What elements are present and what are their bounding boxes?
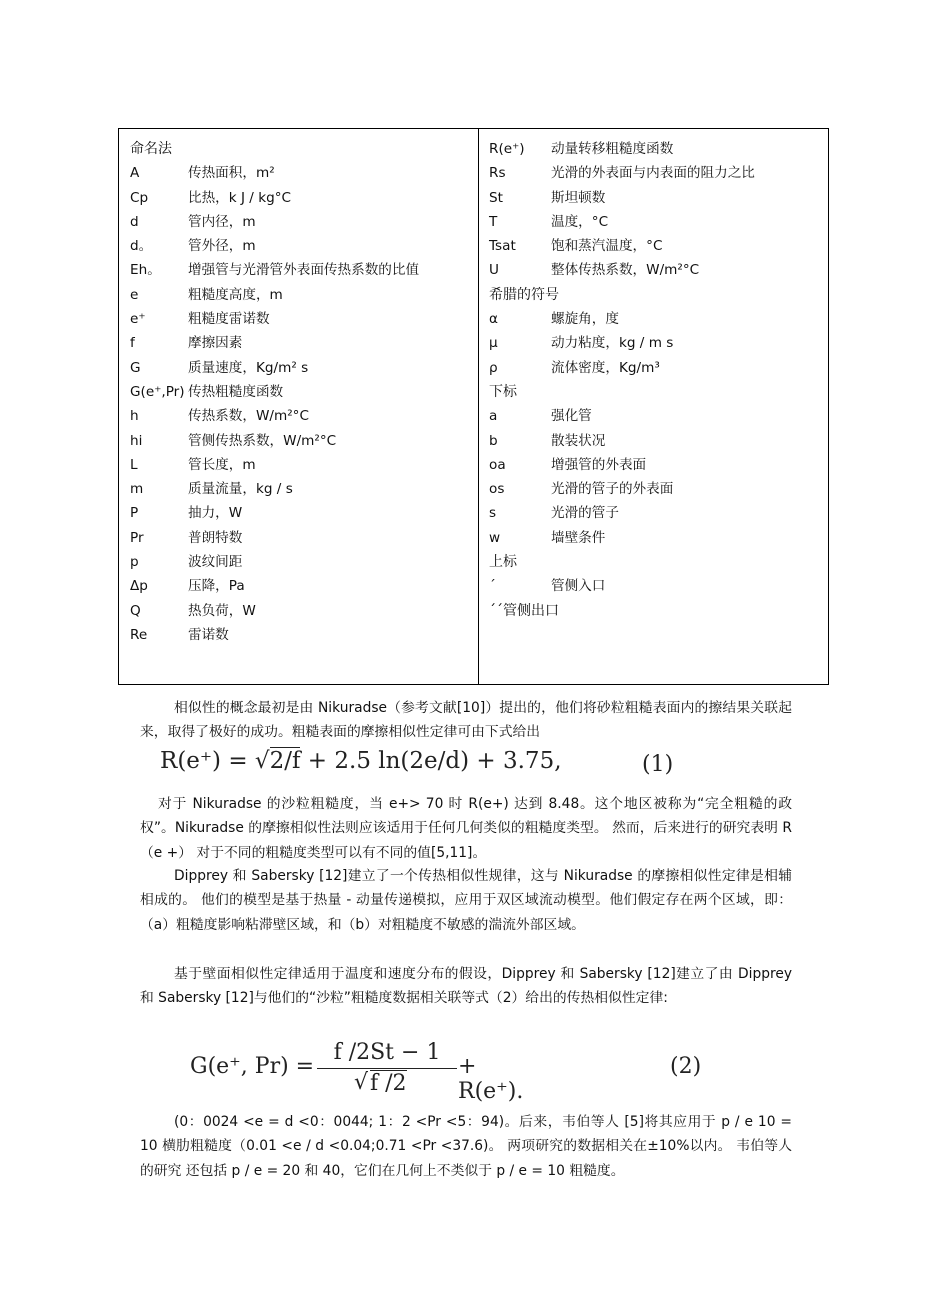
nomenclature-symbol: St [489,189,503,206]
nomenclature-row [489,186,829,210]
nomenclature-symbol: p [130,554,139,571]
nomenclature-row [489,137,829,161]
nomenclature-description: 摩擦因素 [188,335,243,352]
nomenclature-description: 管长度，m [188,456,256,473]
nomenclature-row [489,453,829,477]
nomenclature-symbol: T [489,213,498,230]
nomenclature-row [489,307,829,331]
nomenclature-symbol: a [489,408,498,425]
equation-2-number: (2) [670,1054,702,1079]
nomenclature-description: 增强管的外表面 [551,456,647,473]
nomenclature-symbol: A [130,165,140,182]
nomenclature-row [130,380,475,404]
eq1-rhs: + 2.5 ln(2e/d) + 3.75, [300,748,562,774]
nomenclature-row [130,331,475,355]
eq2-rhs: + R(e⁺). [458,1054,524,1104]
nomenclature-symbol: U [489,262,499,279]
nomenclature-symbol: hi [130,432,143,449]
sqrt-symbol: √ [254,748,270,774]
table-divider [478,129,479,684]
nomenclature-symbol: 希腊的符号 [489,286,559,303]
nomenclature-symbol: 命名法 [130,141,172,157]
nomenclature-description: 雷诺数 [188,626,229,643]
nomenclature-description: 波纹间距 [188,554,243,571]
nomenclature-description: 温度，°C [551,213,609,230]
nomenclature-symbol: e⁺ [130,311,146,328]
nomenclature-row [130,307,475,331]
nomenclature-right-column [489,137,829,623]
nomenclature-row [489,429,829,453]
nomenclature-symbol: s [489,505,497,522]
nomenclature-row [489,380,829,404]
nomenclature-description: 抽力，W [188,505,243,522]
nomenclature-description: 墙壁条件 [551,529,606,546]
nomenclature-description: 增强管与光滑管外表面传热系数的比值 [188,262,420,279]
nomenclature-symbol: ρ [489,359,498,376]
nomenclature-row [130,574,475,598]
nomenclature-description: 质量速度，Kg/m² s [188,359,309,376]
nomenclature-symbol: α [489,311,498,328]
nomenclature-symbol: d [130,213,139,230]
nomenclature-row [130,550,475,574]
nomenclature-row [489,210,829,234]
nomenclature-description: 普朗特数 [188,529,243,546]
eq2-numerator: f /2St − 1 [333,1040,441,1065]
nomenclature-row [130,283,475,307]
nomenclature-description: 强化管 [551,408,592,425]
nomenclature-symbol: Tsat [489,238,516,255]
nomenclature-row [489,404,829,428]
nomenclature-symbol: L [130,456,138,473]
eq2-lhs: G(e⁺, Pr) = [190,1054,315,1079]
nomenclature-description: 管侧入口 [551,578,606,595]
nomenclature-symbol: d。 [130,238,153,255]
nomenclature-description: 管内径，m [188,213,256,230]
nomenclature-table [118,128,829,685]
nomenclature-row [130,477,475,501]
nomenclature-row [489,574,829,598]
nomenclature-row [489,331,829,355]
nomenclature-symbol: ´´管侧出口 [489,602,559,619]
nomenclature-symbol: P [130,505,139,522]
nomenclature-row [130,258,475,282]
paragraph-5: (0：0024 <e = d <0：0044; 1：2 <Pr <5：94)。后来，韦伯等人 [5]将其应用于 p / e 10 = 10 横肋粗糙度（0.01 <e / d <0.04;0.71 <Pr <37.6)。 两项研究的数据相关在±10%以内。 韦伯等人的研究 还包括 p / e = 20 和 40，它们在几何上不类似于 p / e = 10 粗糙度。 [140,1114,792,1179]
nomenclature-row [489,161,829,185]
nomenclature-symbol: 下标 [489,383,517,400]
nomenclature-symbol: ´ [489,578,496,595]
nomenclature-symbol: Eh。 [130,262,161,279]
nomenclature-row [130,453,475,477]
nomenclature-row [489,283,829,307]
nomenclature-symbol: G [130,359,141,376]
nomenclature-row [489,501,829,525]
nomenclature-symbol: e [130,286,139,303]
nomenclature-description: 斯坦顿数 [551,189,606,206]
nomenclature-row [130,161,475,185]
nomenclature-symbol: μ [489,335,498,352]
nomenclature-symbol: oa [489,456,506,473]
nomenclature-description: 散装状况 [551,432,606,449]
nomenclature-description: 传热粗糙度函数 [188,383,284,400]
nomenclature-description: 饱和蒸汽温度，°C [551,238,663,255]
eq2-denominator: f /2 [370,1071,407,1096]
nomenclature-row [489,356,829,380]
nomenclature-symbol: 上标 [489,554,517,571]
nomenclature-symbol: w [489,529,501,546]
nomenclature-description: 质量流量，kg / s [188,481,293,498]
nomenclature-row [489,234,829,258]
nomenclature-row [489,258,829,282]
nomenclature-symbol: h [130,408,139,425]
nomenclature-row [130,356,475,380]
nomenclature-symbol: f [130,335,135,352]
nomenclature-row [489,550,829,574]
nomenclature-row [130,186,475,210]
nomenclature-symbol: b [489,432,498,449]
nomenclature-symbol: Rs [489,165,506,182]
nomenclature-description: 传热面积，m² [188,165,275,182]
equation-2 [190,1040,524,1104]
nomenclature-row [130,429,475,453]
paragraph-3: Dipprey 和 Sabersky [12]建立了一个传热相似性规律，这与 Nikuradse 的摩擦相似性定律是相辅相成的。 他们的模型是基于热量 - 动量传递模拟，应用于双区域流动模型。他们假定存在两个区域，即：（a）粗糙度影响粘滞壁区域，和（b）对粗糙度不敏感的湍流外部区域。 [140,868,792,933]
nomenclature-symbol: Re [130,626,148,643]
eq2-sqrt-symbol: √ [354,1070,369,1095]
nomenclature-row [130,404,475,428]
nomenclature-row [130,501,475,525]
nomenclature-row [130,599,475,623]
nomenclature-row [489,526,829,550]
nomenclature-description: 管外径，m [188,238,256,255]
nomenclature-symbol: os [489,481,505,498]
nomenclature-description: 流体密度，Kg/m³ [551,359,660,376]
nomenclature-description: 动力粘度，kg / m s [551,335,674,352]
nomenclature-row [489,477,829,501]
nomenclature-symbol: R(e⁺) [489,141,525,157]
nomenclature-symbol: Cp [130,189,149,206]
nomenclature-row [130,234,475,258]
paragraph-2: 对于 Nikuradse 的沙粒粗糙度，当 e+> 70 时 R(e+) 达到 8.48。这个地区被称为“完全粗糙的政权”。Nikuradse 的摩擦相似性法则应该适用于任何几何类似的粗糙度类型。 然而，后来进行的研究表明 R（e +） 对于不同的粗糙度类型可以有不同的值[5,11]。 [140,796,792,861]
nomenclature-symbol: G(e⁺,Pr) [130,383,185,400]
nomenclature-description: 管侧传热系数，W/m²°C [188,432,337,449]
nomenclature-symbol: Q [130,602,141,619]
eq1-radicand: 2/f [269,748,301,774]
nomenclature-row [130,210,475,234]
nomenclature-description: 光滑的管子 [551,505,619,522]
nomenclature-description: 粗糙度高度，m [188,286,283,303]
nomenclature-row [489,599,829,623]
nomenclature-description: 光滑的外表面与内表面的阻力之比 [551,165,755,182]
nomenclature-description: 整体传热系数，W/m²°C [551,262,700,279]
nomenclature-description: 传热系数，W/m²°C [188,408,309,425]
nomenclature-description: 粗糙度雷诺数 [188,311,270,328]
nomenclature-row [130,623,475,647]
nomenclature-description: 压降，Pa [188,578,245,595]
nomenclature-row [130,526,475,550]
nomenclature-description: 光滑的管子的外表面 [551,481,674,498]
nomenclature-symbol: Δp [130,578,148,595]
eq1-lhs: R(e⁺) = [160,748,255,774]
nomenclature-row [130,137,475,161]
paragraph-4: 基于壁面相似性定律适用于温度和速度分布的假设，Dipprey 和 Sabersky [12]建立了由 Dipprey 和 Sabersky [12]与他们的“沙粒”粗糙度数据相关联等式（2）给出的传热相似性定律: [140,966,792,1007]
nomenclature-description: 螺旋角，度 [551,311,619,328]
equation-1-number: (1) [642,752,674,777]
nomenclature-symbol: m [130,481,144,498]
nomenclature-symbol: Pr [130,529,144,546]
equation-1 [160,748,562,774]
nomenclature-left-column [130,137,475,647]
nomenclature-description: 热负荷，W [188,602,256,619]
nomenclature-description: 比热，k J / kg°C [188,189,291,206]
eq2-fraction-bar [317,1068,457,1069]
nomenclature-description: 动量转移粗糙度函数 [551,141,674,157]
paragraph-1: 相似性的概念最初是由 Nikuradse（参考文献[10]）提出的，他们将砂粒粗糙表面内的擦结果关联起来，取得了极好的成功。粗糙表面的摩擦相似性定律可由下式给出 [140,700,792,741]
